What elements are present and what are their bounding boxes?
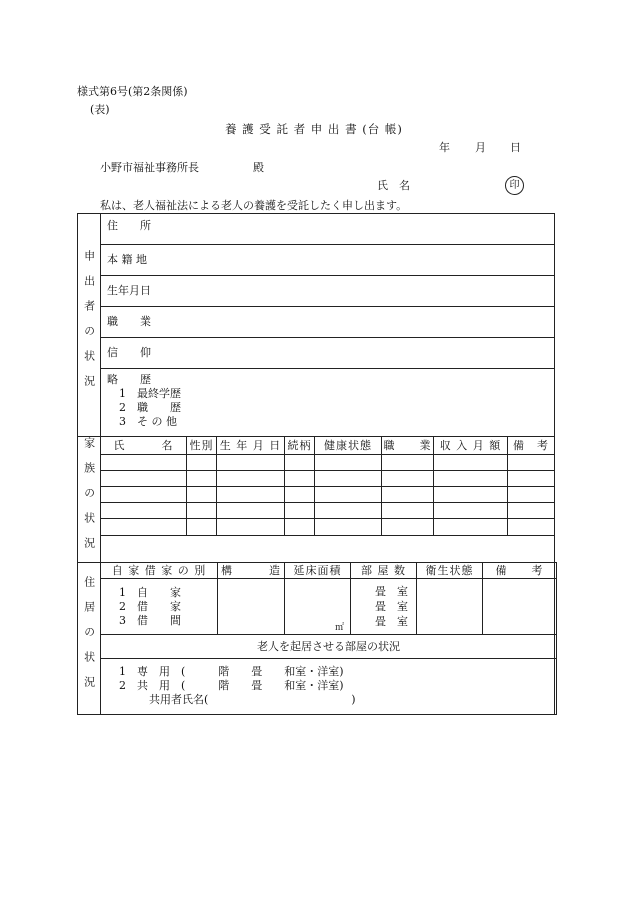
housing-header-remarks: 備 考	[483, 563, 557, 579]
family-header-occupation: 職 業	[382, 437, 434, 455]
family-header-relation: 続柄	[285, 437, 315, 455]
room-unit: 畳 室	[375, 585, 408, 598]
applicant-section-label: 申出者の状況	[78, 214, 101, 437]
housing-header-ownership: 自 家 借 家 の 別	[101, 563, 218, 579]
housing-header-structure: 構 造	[218, 563, 285, 579]
room-unit: 畳 室	[375, 600, 408, 613]
date-day: 日	[510, 141, 521, 154]
domicile-field[interactable]	[101, 245, 555, 276]
intro-text: 私は、老人福祉法による老人の養護を受託したく申し出ます。	[100, 199, 408, 212]
honorific: 殿	[253, 161, 264, 174]
room-condition-detail[interactable]	[101, 659, 557, 715]
housing-header-room-count: 部 屋 数	[351, 563, 417, 579]
housing-type-item: 3 借 間	[119, 613, 181, 627]
form-title: 養 護 受 託 者 申 出 書 (台 帳)	[225, 122, 403, 136]
room-usage-line: 2 共 用 ( 階 畳 和室・洋室)	[119, 679, 344, 692]
occupation-label: 職 業	[107, 315, 151, 329]
domicile-label: 本 籍 地	[107, 253, 147, 267]
family-header-income: 収 入 月 額	[434, 437, 508, 455]
history-label: 略 歴	[107, 373, 151, 386]
housing-ownership-cell[interactable]	[101, 579, 218, 635]
housing-room-count-cell[interactable]	[351, 579, 417, 635]
seal-text: 印	[509, 180, 520, 191]
history-field[interactable]	[101, 369, 555, 437]
family-row	[101, 519, 555, 536]
history-item: 3 そ の 他	[119, 415, 177, 428]
area-unit: ㎡	[334, 623, 344, 634]
room-usage-line: 1 専 用 ( 階 畳 和室・洋室)	[119, 665, 344, 678]
family-header-name: 氏 名	[101, 437, 187, 455]
application-table	[77, 213, 555, 715]
housing-sanitation-cell[interactable]	[417, 579, 483, 635]
history-item: 2 職 歴	[119, 401, 181, 414]
form-side: (表)	[90, 103, 110, 116]
date-year: 年	[439, 141, 450, 154]
family-row	[101, 487, 555, 503]
housing-table	[100, 562, 557, 715]
addressee: 小野市福祉事務所長	[100, 161, 199, 174]
name-label: 氏 名	[377, 179, 410, 192]
shared-user-line: 共用者氏名( )	[149, 693, 356, 706]
family-row	[101, 455, 555, 471]
housing-section-label: 住居の状況	[78, 563, 101, 715]
address-label: 住 所	[107, 219, 151, 232]
family-table	[100, 436, 555, 536]
family-header-birthdate: 生 年 月 日	[217, 437, 285, 455]
housing-remarks-cell[interactable]	[483, 579, 557, 635]
housing-type-item: 2 借 家	[119, 599, 181, 613]
room-condition-header: 老人を起居させる部屋の状況	[101, 635, 557, 659]
family-section-label: 家族の状況	[78, 437, 101, 563]
history-item: 1 最終学歴	[119, 387, 181, 400]
family-row	[101, 471, 555, 487]
occupation-field[interactable]	[101, 307, 555, 338]
form-number: 様式第6号(第2条関係)	[77, 85, 188, 98]
housing-area-cell[interactable]	[285, 579, 351, 635]
seal-mark	[505, 176, 524, 195]
room-unit: 畳 室	[375, 615, 408, 628]
housing-type-item: 1 自 家	[119, 585, 181, 599]
housing-structure-cell[interactable]	[218, 579, 285, 635]
religion-label: 信 仰	[107, 346, 151, 360]
family-row	[101, 503, 555, 519]
family-header-health: 健康状態	[315, 437, 382, 455]
birthdate-field[interactable]	[101, 276, 555, 307]
religion-field[interactable]	[101, 338, 555, 369]
family-header-sex: 性別	[187, 437, 217, 455]
date-month: 月	[475, 141, 486, 154]
birthdate-label: 生年月日	[107, 284, 151, 298]
housing-header-floor-area: 延床面積	[285, 563, 351, 579]
family-header-remarks: 備 考	[508, 437, 555, 455]
housing-header-sanitation: 衛生状態	[417, 563, 483, 579]
address-field[interactable]	[101, 214, 555, 245]
